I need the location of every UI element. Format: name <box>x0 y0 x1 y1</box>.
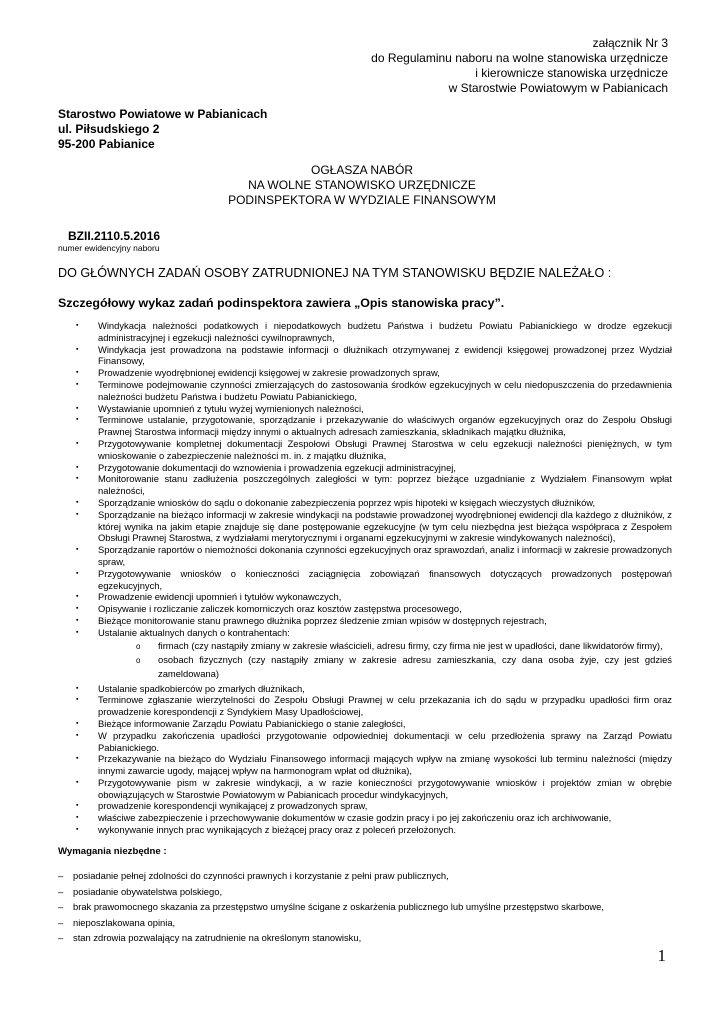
square-bullet-icon: ▪ <box>76 802 79 810</box>
square-bullet-icon: ▪ <box>76 345 79 353</box>
square-bullet-icon: ▪ <box>76 696 79 704</box>
duty-text: Ustalanie spadkobierców po zmarłych dłużnikach, <box>98 682 305 694</box>
attachment-line: załącznik Nr 3 <box>592 36 668 50</box>
square-bullet-icon: ▪ <box>76 628 79 636</box>
duty-item <box>58 730 672 754</box>
requirement-text: brak prawomocnego skazania za przestępstwo umyślne ścigane z oskarżenia publicznego lub umyślne przestępstwo skarbowe, <box>73 901 605 912</box>
duty-item <box>58 718 672 730</box>
duty-item <box>58 344 672 368</box>
announcement-line: PODINSPEKTORA W WYDZIALE FINANSOWYM <box>228 193 496 207</box>
duty-text: Monitorowanie stanu zadłużenia poszczególnych zaległości w tym: poprzez bieżące uzgadnianie z Wydziałem Finansowym wpłat należności, <box>98 473 672 497</box>
announcement-title <box>0 163 724 208</box>
dash-bullet-icon: – <box>58 916 64 928</box>
square-bullet-icon: ▪ <box>76 475 79 483</box>
square-bullet-icon: ▪ <box>76 731 79 739</box>
square-bullet-icon: ▪ <box>76 546 79 554</box>
duty-item <box>58 320 672 344</box>
square-bullet-icon: ▪ <box>76 605 79 613</box>
duty-item <box>58 462 672 474</box>
reference-caption: numer ewidencyjny naboru <box>58 243 160 253</box>
square-bullet-icon: ▪ <box>76 404 79 412</box>
dash-bullet-icon: – <box>58 885 64 897</box>
announcement-line: NA WOLNE STANOWISKO URZĘDNICZE <box>248 178 476 192</box>
duty-text: Przygotowanie dokumentacji do wznowienia i prowadzenia egzekucji administracyjnej, <box>98 461 456 473</box>
duty-text: Windykacja jest prowadzona na podstawie informacji o dłużnikach otrzymywanej z ewidencji księgowej prowadzonej przez Wydział Finansowy, <box>98 343 672 367</box>
organization-city: 95-200 Pabianice <box>58 137 155 151</box>
duty-text: Przygotowywanie wniosków o konieczności zaciągnięcia zobowiązań finansowych dotyczących prowadzonych postępowań egzekucyjnych, <box>98 567 672 591</box>
circle-bullet-icon: o <box>136 641 141 651</box>
reference-number: BZII.2110.5.2016 <box>68 229 161 243</box>
attachment-line: w Starostwie Powiatowym w Pabianicach <box>448 81 668 95</box>
duty-text: Prowadzenie wyodrębnionej ewidencji księgowej w zakresie prowadzonych spraw, <box>98 367 440 379</box>
square-bullet-icon: ▪ <box>76 616 79 624</box>
requirement-item <box>58 899 672 915</box>
duty-text: Przekazywanie na bieżąco do Wydziału Finansowego informacji mających wpływ na zmianę wysokości lub terminu należności (między innymi zawarcie ugody, mającej wpływ na harmonogram wpłat od dłużnika), <box>98 753 672 777</box>
duty-item <box>58 473 672 497</box>
square-bullet-icon: ▪ <box>76 719 79 727</box>
square-bullet-icon: ▪ <box>76 755 79 763</box>
duty-text: W przypadku zakończenia upadłości przygotowanie odpowiedniej dokumentacji w celu przedłożenia sprawy na Zarząd Powiatu Pabianickiego. <box>98 729 672 753</box>
duty-text: Wystawianie upomnień z tytułu wyżej wymienionych należności, <box>98 402 364 414</box>
duty-item <box>58 800 672 812</box>
duty-item <box>58 824 672 836</box>
detail-heading: Szczegółowy wykaz zadań podinspektora zawiera „Opis stanowiska pracy”. <box>58 296 505 310</box>
duty-text: Prowadzenie ewidencji upomnień i tytułów wykonawczych, <box>98 591 342 603</box>
requirement-item <box>58 868 672 884</box>
square-bullet-icon: ▪ <box>76 369 79 377</box>
duty-text: Przygotowywanie pism w zakresie windykacji, a w razie konieczności przygotowywanie wniosków i projektów zmian w obrębie obowiązujących w Starostwie Powiatowym w Pabianicach procedur windykacyjnych, <box>98 776 672 800</box>
announcement-line: OGŁASZA NABÓR <box>310 163 414 177</box>
duty-item <box>58 438 672 462</box>
duty-item <box>58 777 672 801</box>
square-bullet-icon: ▪ <box>76 778 79 786</box>
contractor-subitem-text: osobach fizycznych (czy nastąpiły zmiany w zakresie adresu zamieszkania, czy dana osoba żyje, czy jest gdzieś zameldowana) <box>158 653 672 679</box>
attachment-note <box>371 36 668 96</box>
duty-text: Windykacja należności podatkowych i niepodatkowych budżetu Państwa i budżetu Powiatu Pabianickiego w drodze egzekucji administracyjnej i egzekucji należności cywilnoprawnych, <box>98 320 672 343</box>
square-bullet-icon: ▪ <box>76 439 79 447</box>
dash-bullet-icon: – <box>58 932 64 943</box>
requirement-text: posiadanie pełnej zdolności do czynności prawnych i korzystanie z pełni praw publicznych, <box>73 870 449 881</box>
contractor-subitem <box>98 653 672 681</box>
square-bullet-icon: ▪ <box>76 380 79 388</box>
duty-item <box>58 683 672 695</box>
square-bullet-icon: ▪ <box>76 322 79 329</box>
requirement-text: posiadanie obywatelstwa polskiego, <box>73 885 223 897</box>
duty-text: Ustalanie aktualnych danych o kontrahentach: <box>98 626 290 638</box>
requirement-item <box>58 915 672 931</box>
requirement-text: nieposzlakowana opinia, <box>73 916 176 928</box>
duty-text: Przygotowywanie kompletnej dokumentacji Zespołowi Obsługi Prawnej Starostwa w celu egzekucji należności pieniężnych, w tym wnioskowanie o zabezpieczenie należności m. in. z majątku dłużnika, <box>98 437 672 461</box>
duty-item <box>58 403 672 415</box>
circle-bullet-icon: o <box>136 655 141 665</box>
duty-text: Terminowe zgłaszanie wierzytelności do Zespołu Obsługi Prawnej w celu przekazania ich do sądu w przypadku upadłości firm oraz prowadzenie korespondencji z Syndykiem Masy Upadłościowej, <box>98 694 672 718</box>
duty-item <box>58 812 672 824</box>
square-bullet-icon: ▪ <box>76 510 79 518</box>
dash-bullet-icon: – <box>58 870 64 881</box>
square-bullet-icon: ▪ <box>76 684 79 692</box>
dash-bullet-icon: – <box>58 901 64 912</box>
duty-item <box>58 603 672 615</box>
duty-item <box>58 544 672 568</box>
duty-text: wykonywanie innych prac wynikających z bieżącej pracy oraz z poleceń przełożonych. <box>98 824 456 836</box>
square-bullet-icon: ▪ <box>76 814 79 822</box>
duty-text: Terminowe ustalanie, przygotowanie, sporządzanie i przekazywanie do właściwych organów egzekucyjnych oraz do Zespołu Obsługi Prawnej Starostwa informacji między innymi o aktualnych adresach zamieszkania, składnikach majątku dłużnika, <box>98 414 672 438</box>
square-bullet-icon: ▪ <box>76 826 79 834</box>
contractor-subitem <box>98 639 672 653</box>
main-duties-heading: DO GŁÓWNYCH ZADAŃ OSOBY ZATRUDNIONEJ NA TYM STANOWISKU BĘDZIE NALEŻAŁO : <box>58 266 612 280</box>
duty-text: prowadzenie korespondencji wynikającej z prowadzonych spraw, <box>98 800 368 812</box>
duty-text: Bieżące informowanie Zarządu Powiatu Pabianickiego o stanie zaległości, <box>98 717 406 729</box>
organization-street: ul. Piłsudskiego 2 <box>58 122 160 136</box>
organization-address <box>58 107 267 152</box>
page-number: 1 <box>657 946 666 965</box>
contractor-sublist <box>98 639 672 681</box>
square-bullet-icon: ▪ <box>76 569 79 577</box>
square-bullet-icon: ▪ <box>76 463 79 471</box>
organization-name: Starostwo Powiatowe w Pabianicach <box>58 107 268 121</box>
duty-item <box>58 379 672 403</box>
duty-text: Bieżące monitorowanie stanu prawnego dłużnika poprzez śledzenie zmian wpisów w dostępnych rejestrach, <box>98 614 547 626</box>
duty-text: Sporządzanie na bieżąco informacji w zakresie windykacji na podstawie prowadzonej wyodrębnionej ewidencji dla każdego z dłużników, z której wynika na jakim etapie znajduje się dane postępowanie egzekucyjne (w tym celu niezbędna jest bieżąca współpraca z Zespołem Obsługi Prawnej Starostwa, z wydziałami merytorycznymi i organami egzekucyjnymi w zakresie windykowanych należności), <box>98 508 672 544</box>
attachment-line: i kierownicze stanowiska urzędnicze <box>475 66 668 80</box>
duty-item <box>58 615 672 627</box>
requirement-item <box>58 884 672 900</box>
requirements-heading: Wymagania niezbędne : <box>58 846 167 857</box>
requirement-item <box>58 930 672 946</box>
duty-text: Sporządzanie raportów o niemożności dokonania czynności egzekucyjnych oraz sprawozdań, analiz i informacji w zakresie prowadzonych spraw, <box>98 544 672 567</box>
duty-text: właściwe zabezpieczenie i przechowywanie dokumentów w czasie godzin pracy i po jej zakończeniu oraz ich archiwowanie, <box>98 812 612 824</box>
square-bullet-icon: ▪ <box>76 416 79 424</box>
duty-item <box>58 497 672 509</box>
attachment-line: do Regulaminu naboru na wolne stanowiska urzędnicze <box>371 51 668 65</box>
duty-item <box>58 367 672 379</box>
duty-item <box>58 591 672 603</box>
duty-item <box>58 627 672 681</box>
requirement-text: stan zdrowia pozwalający na zatrudnienie na określonym stanowisku, <box>73 932 362 943</box>
duty-text: Terminowe podejmowanie czynności zmierzających do zastosowania środków egzekucyjnych w celu niedopuszczenia do przedawnienia należności budżetu Państwa i budżetu Powiatu Pabianickiego, <box>98 378 672 402</box>
duty-item <box>58 509 672 544</box>
duties-list <box>58 320 672 836</box>
square-bullet-icon: ▪ <box>76 498 79 506</box>
contractor-subitem-text: firmach (czy nastąpiły zmiany w zakresie właścicieli, adresu firmy, czy firma nie jest w upadłości, dane likwidatorów firmy), <box>158 639 663 651</box>
square-bullet-icon: ▪ <box>76 593 79 601</box>
duty-item <box>58 694 672 718</box>
duty-text: Opisywanie i rozliczanie zaliczek komorniczych oraz kosztów zastępstwa procesowego, <box>98 603 462 615</box>
duty-item <box>58 753 672 777</box>
duty-text: Sporządzanie wniosków do sądu o dokonanie zabezpieczenia poprzez wpis hipoteki w księgach wieczystych dłużników, <box>98 496 596 508</box>
duty-item <box>58 414 672 438</box>
requirements-list <box>58 868 672 946</box>
duty-item <box>58 568 672 592</box>
